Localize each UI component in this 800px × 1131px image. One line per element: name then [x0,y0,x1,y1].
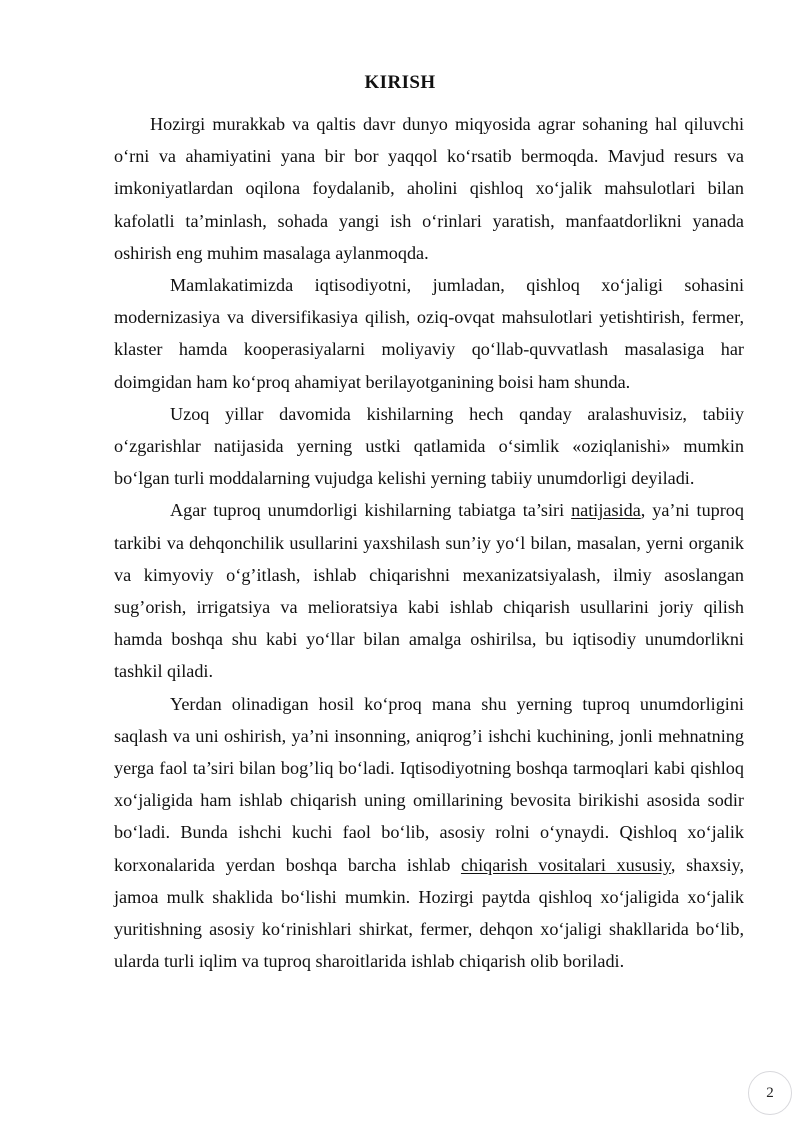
paragraph-text: Hozirgi murakkab va qaltis davr dunyo miqyosida agrar sohaning hal qiluvchi o‘rni va ahamiyatini yana bir bor yaqqol ko‘rsatib bermoqda. Mavjud resurs va imkoniyatlardan oqilona foydalanib, aholini qishloq xo‘jalik mahsulotlari bilan kafolatli ta’minlash, sohada yangi ish o‘rinlari yaratish, manfaatdorlikni yanada oshirish eng muhim masalaga aylanmoqda. [114,114,744,263]
paragraph [114,688,744,978]
document-body [114,108,744,977]
underlined-text: natijasida [571,500,641,521]
paragraph [114,494,744,687]
page-title: KIRISH [364,72,436,93]
underlined-text: chiqarish vositalari xususiy [460,854,671,875]
page-number-badge [748,1071,792,1115]
paragraph [114,269,744,398]
paragraph-text: Agar tuproq unumdorligi kishilarning tabiatga ta’siri [170,500,572,521]
paragraph-text: , shaxsiy, jamoa mulk shaklida bo‘lishi mumkin. Hozirgi paytda qishloq xo‘jaligida xo‘jalik yuritishning asosiy ko‘rinishlari shirkat, fermer, dehqon xo‘jaligi shakllarida bo‘lib, ularda turli iqlim va tuproq sharoitlarida ishlab chiqarish olib boriladi. [114,854,745,972]
paragraph [114,108,744,269]
page-number-label: 2 [766,1084,774,1101]
paragraph-text: , ya’ni tuproq tarkibi va dehqonchilik usullarini yaxshilash sun’iy yo‘l bilan, masalan, yerni organik va kimyoviy o‘g’itlash, ishlab chiqarishni mexanizatsiyalash, ilmiy asoslangan sug’orish, irrigatsiya va melioratsiya kabi ishlab chiqarish usullarini joriy qilish hamda boshqa shu kabi yo‘llar bilan amalga oshirilsa, bu iqtisodiy unumdorlikni tashkil qiladi. [114,500,744,682]
paragraph-text: Mamlakatimizda iqtisodiyotni, jumladan, qishloq xo‘jaligi sohasini modernizasiya va diversifikasiya qilish, oziq-ovqat mahsulotlari yetishtirish, fermer, klaster hamda kooperasiyalarni moliyaviy qo‘llab-quvvatlash masalasiga har doimgidan ham ko‘proq ahamiyat berilayotganining boisi ham shunda. [114,275,744,392]
paragraph [114,398,744,495]
paragraph-text: Uzoq yillar davomida kishilarning hech qanday aralashuvisiz, tabiiy o‘zgarishlar natijasida yerning ustki qatlamida o‘simlik «oziqlanishi» mumkin bo‘lgan turli moddalarning vujudga kelishi yerning tabiiy unumdorligi deyiladi. [114,403,744,489]
paragraph-text: Yerdan olinadigan hosil ko‘proq mana shu yerning tuproq unumdorligini saqlash va uni oshirish, ya’ni insonning, aniqrog’i ishchi kuchining, jonli mehnatning yerga faol ta’siri bilan bog’liq bo‘ladi. Iqtisodiyotning boshqa tarmoqlari kabi qishloq xo‘jaligida ham ishlab chiqarish uning omillarining bevosita birikishi asosida sodir bo‘ladi. Bunda ishchi kuchi faol bo‘lib, asosiy rolni o‘ynaydi. Qishloq xo‘jalik korxonalarida yerdan boshqa barcha ishlab [114,693,744,875]
